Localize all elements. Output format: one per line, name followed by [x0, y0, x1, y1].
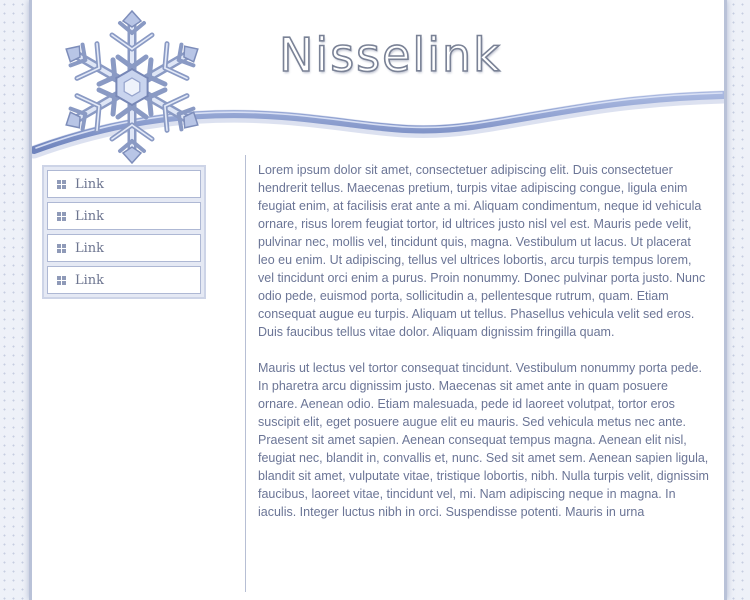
nav-link-label: Link [75, 176, 105, 192]
site-title: Nisselink [279, 28, 502, 82]
sidebar-nav [42, 165, 206, 299]
content-divider [245, 155, 246, 592]
content-paragraph-1: Lorem ipsum dolor sit amet, consectetuer adipiscing elit. Duis consectetuer hendrerit tellus. Maecenas pretium, turpis vitae adipiscing congue, ligula enim feugiat enim, at facilisis erat ante a mi. Aliquam condimentum, neque id vehicula ornare, risus lorem feugiat tortor, id ultrices justo nisl vel est. Mauris pede velit, pulvinar nec, mollis vel, tincidunt quis, magna. Vestibulum ut lacus. Ut placerat leo eu enim. Ut adipiscing, tellus vel ultrices lobortis, arcu turpis tempus lorem, vel tincidunt orci enim a purus. Proin nonummy. Donec pulvinar porta justo. Nunc odio pede, euismod porta, sollicitudin a, pellentesque rutrum, quam. Etiam consequat augue eu turpis. Aliquam ut tellus. Phasellus vehicula velit sed eros. Duis faucibus tellus vitae dolor. Aliquam dignissim fringilla quam. [258, 163, 706, 339]
grid-bullet-icon [57, 244, 66, 253]
nav-link-label: Link [75, 208, 105, 224]
grid-bullet-icon [57, 276, 66, 285]
nav-link-2[interactable] [47, 202, 201, 230]
nav-link-label: Link [75, 240, 105, 256]
page-container [29, 0, 727, 600]
header [32, 0, 724, 165]
nav-link-3[interactable] [47, 234, 201, 262]
main-content [258, 161, 710, 539]
content-paragraph-2: Mauris ut lectus vel tortor consequat tincidunt. Vestibulum nonummy porta pede. In pharetra arcu dignissim justo. Maecenas sit amet ante in quam posuere ornare. Aenean odio. Etiam malesuada, pede id laoreet volutpat, tortor eros suscipit elit, eget posuere augue elit eu mauris. Sed vehicula metus nec ante. Praesent sit amet sapien. Aenean consequat tempus magna. Aenean elit nisl, feugiat nec, blandit in, convallis et, nunc. Sed sit amet sem. Aenean sapien ligula, blandit sit amet, vulputate vitae, tristique lobortis, nibh. Nulla turpis velit, dignissim faucibus, laoreet vitae, tincidunt vel, mi. Nam adipiscing neque in magna. In iaculis. Integer luctus nibh in orci. Suspendisse potenti. Mauris in urna [258, 361, 709, 519]
snowflake-icon [46, 10, 218, 164]
nav-link-1[interactable] [47, 170, 201, 198]
grid-bullet-icon [57, 212, 66, 221]
nav-link-4[interactable] [47, 266, 201, 294]
grid-bullet-icon [57, 180, 66, 189]
nav-link-label: Link [75, 272, 105, 288]
